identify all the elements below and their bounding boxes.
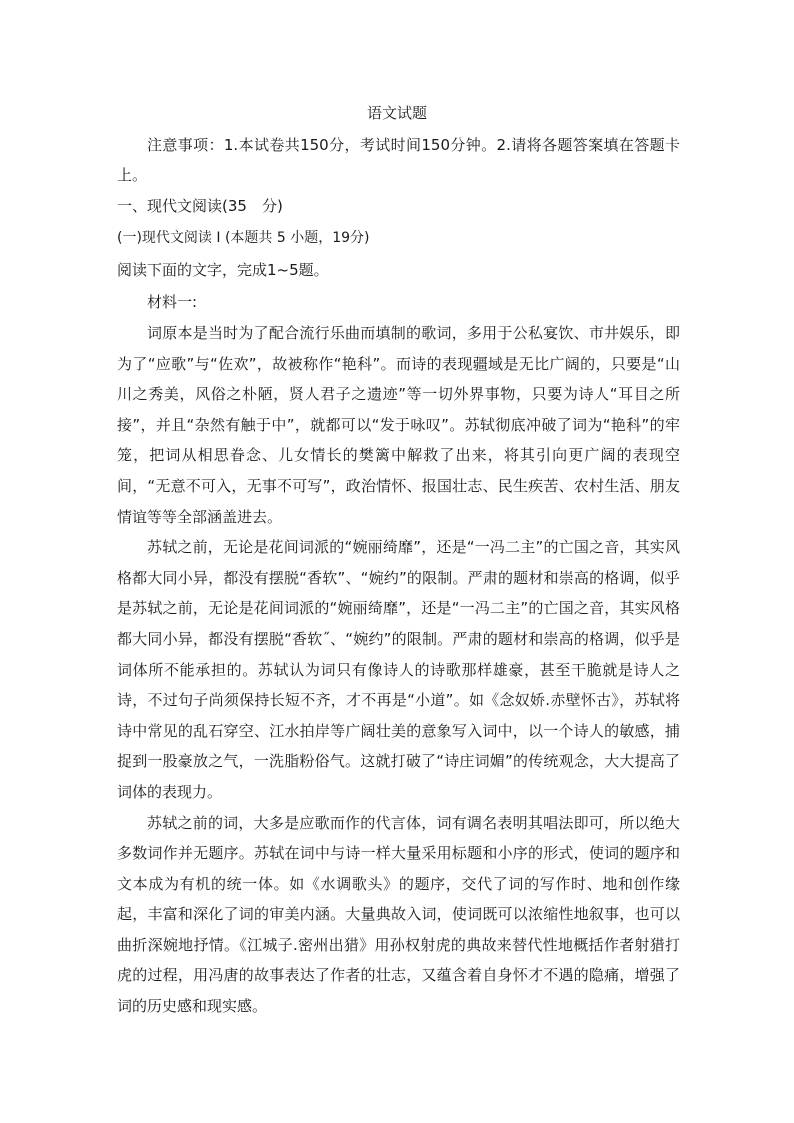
- subsection-heading: (一)现代文阅读 I (本题共 5 小题，19分): [117, 230, 370, 246]
- document-body: [117, 130, 680, 1022]
- page-title: 语文试题: [366, 104, 427, 122]
- notice-text: 注意事项：1.本试卷共150分，考试时间150分钟。2.请将各题答案填在答题卡上。: [117, 136, 680, 184]
- material-label: 材料一:: [147, 293, 198, 311]
- instruction-text: 阅读下面的文字，完成1~5题。: [117, 261, 329, 279]
- paragraph-3: 苏轼之前的词，大多是应歌而作的代言体，词有调名表明其唱法即可，所以绝大多数词作并无题序。苏轼在词中与诗一样大量采用标题和小序的形式，使词的题序和文本成为有机的统一体。如《水调歌头》的题序，交代了词的写作时、地和创作缘起，丰富和深化了词的审美内涵。大量典故入词，使词既可以浓缩性地叙事，也可以曲折深婉地抒情。《江城子.密州出猎》用孙权射虎的典故来替代性地概括作者射猎打虎的过程，用冯唐的故事表达了作者的壮志，又蕴含着自身怀才不遇的隐痛，增强了词的历史感和现实感。: [117, 813, 680, 1016]
- section-heading: 一、现代文阅读(35 分): [117, 197, 283, 215]
- paragraph-2: 苏轼之前，无论是花间词派的“婉丽绮靡”，还是“一冯二主”的亡国之音，其实风格都大同小异，都没有摆脱“香软”、“婉约”的限制。严肃的题材和崇高的格调，似乎是苏轼之前，无论是花间词派的“婉丽绮靡”，还是“一冯二主”的亡国之音，其实风格都大同小异，都没有摆脱“香软˝、“婉约”的限制。严肃的题材和崇高的格调，似乎是词体所不能承担的。苏轼认为词只有像诗人的诗歌那样雄豪，甚至干脆就是诗人之诗，不过句子尚须保持长短不齐，才不再是“小道”。如《念奴娇.赤壁怀古》，苏轼将诗中常见的乱石穿空、江水拍岸等广阔壮美的意象写入词中，以一个诗人的敏感，捕捉到一股豪放之气，一洗脂粉俗气。这就打破了“诗庄词媚”的传统观念，大大提高了词体的表现力。: [117, 538, 680, 801]
- paragraph-1: 词原本是当时为了配合流行乐曲而填制的歌词，多用于公私宴饮、市井娱乐，即为了“应歌”与“佐欢”，故被称作“艳科”。而诗的表现疆域是无比广阔的，只要是“山川之秀美，风俗之朴陋，贤人君子之遗迹”等一切外界事物，只要为诗人“耳目之所接”，并且“杂然有触于中”，就都可以“发于咏叹”。苏轼彻底冲破了词为“艳科”的牢笼，把词从相思眷念、儿女情长的樊篱中解救了出来，将其引向更广阔的表现空间，“无意不可入，无事不可写”，政治情怀、报国壮志、民生疾苦、农村生活、朋友情谊等等全部涵盖进去。: [117, 324, 680, 526]
